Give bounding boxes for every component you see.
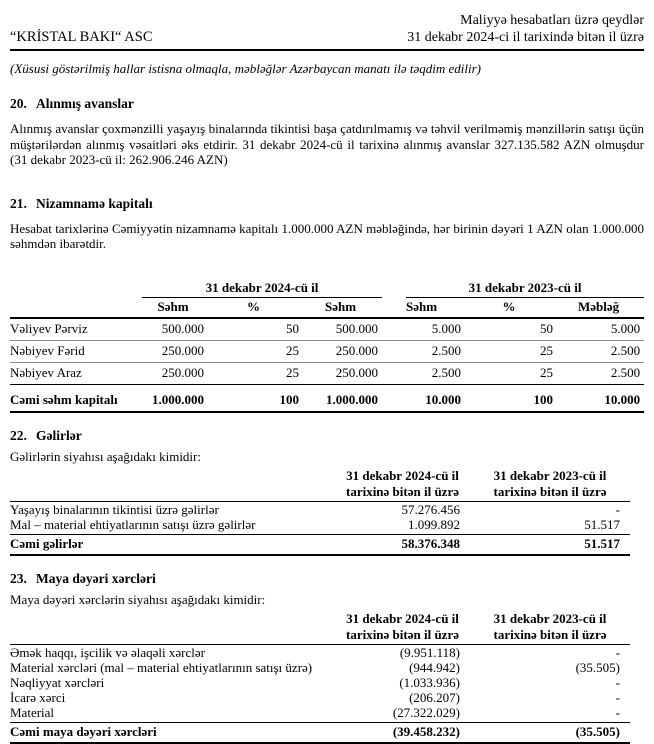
total-label: Cəmi gəlirlər <box>10 534 335 555</box>
column-header-2023 <box>470 468 630 502</box>
report-title: Maliyyə hesabatları üzrə qeydlər <box>460 13 644 28</box>
cell-value-2024: (27.322.029) <box>335 705 470 722</box>
cell-value: 25 <box>208 340 303 362</box>
share-capital-table <box>10 281 644 413</box>
cell-value-2024: (1.033.936) <box>399 674 460 690</box>
section-21-number: 21. <box>10 195 27 211</box>
column-header-2024 <box>335 611 470 645</box>
total-value: 100 <box>465 384 557 412</box>
total-label: Cəmi səhm kapitalı <box>10 384 142 412</box>
cell-value-2024: (9.951.118) <box>399 644 460 660</box>
column-header: Səhm <box>303 298 382 318</box>
cost-of-sales-table <box>10 611 630 744</box>
section-23-heading <box>10 571 644 587</box>
column-header-line: tarixinə bitən il üzrə <box>493 483 607 499</box>
cell-value: 2.500 <box>382 362 465 384</box>
section-20-title: Alınmış avanslar <box>36 96 134 111</box>
document-header <box>10 12 644 51</box>
empty-cell <box>10 298 142 318</box>
column-header: Səhm <box>382 298 465 318</box>
section-22-heading <box>10 428 644 444</box>
column-header-line: 31 dekabr 2024-cü il <box>346 468 459 483</box>
total-value-2023: (35.505) <box>470 722 630 743</box>
table-row <box>10 517 630 534</box>
cell-value: 2.500 <box>382 340 465 362</box>
total-row <box>10 384 644 412</box>
row-label: Yaşayış binalarının tikintisi üzrə gəlirlər <box>10 501 219 517</box>
section-20-number: 20. <box>10 96 27 111</box>
cell-value: 2.500 <box>557 340 644 362</box>
cell-value-2024: 57.276.456 <box>401 501 460 517</box>
cell-value-2023: (35.505) <box>575 659 620 675</box>
cell-value-2023: 51.517 <box>470 517 630 534</box>
currency-disclaimer: (Xüsusi göstərilmiş hallar istisna olmaqla, məbləğlər Azərbaycan manatı ilə təqdim edilir) <box>10 61 481 76</box>
cell-value-2023: - <box>615 674 620 690</box>
column-header-line: 31 dekabr 2024-cü il <box>346 611 459 626</box>
table-row <box>10 502 630 518</box>
total-value: 1.000.000 <box>303 384 382 412</box>
table-row <box>10 340 644 362</box>
column-header-line: tarixinə bitən il üzrə <box>345 483 459 499</box>
column-header-row <box>10 468 630 502</box>
section-21-title: Nizamnamə kapitalı <box>36 195 153 211</box>
empty-cell <box>10 468 335 502</box>
total-value-2023: 51.517 <box>470 534 630 555</box>
company-name: “KRİSTAL BAKI“ ASC <box>10 29 153 45</box>
column-header-2023 <box>470 611 630 645</box>
row-label: Nəbiyev Araz <box>10 362 142 384</box>
row-label: Əmək haqqı, işcilik və əlaqəli xərclər <box>10 644 205 660</box>
column-header-row <box>10 298 644 318</box>
section-23-intro: Maya dəyəri xərclərin siyahısı aşağıdakı kimidir: <box>10 591 266 607</box>
cell-value-2023: - <box>615 501 620 517</box>
group-header-2023-label: 31 dekabr 2023-cü il <box>406 281 644 298</box>
cell-value: 2.500 <box>557 362 644 384</box>
total-row <box>10 722 630 743</box>
row-label: Material <box>10 705 335 722</box>
total-value-2024: 58.376.348 <box>335 534 470 555</box>
cell-value-2024: (944.942) <box>409 659 460 675</box>
cell-value: 50 <box>465 318 557 341</box>
row-label: Material xərcləri (mal – material ehtiyatlarının satışı üzrə) <box>10 659 313 675</box>
row-label: Mal – material ehtiyatlarının satışı üzrə gəlirlər <box>10 517 335 534</box>
section-22-intro: Gəlirlərin siyahısı aşağıdakı kimidir: <box>10 448 201 464</box>
cell-value: 250.000 <box>303 340 382 362</box>
section-22-title: Gəlirlər <box>36 427 82 443</box>
section-21-heading <box>10 196 644 212</box>
cell-value-2023: - <box>615 644 620 660</box>
cell-value: 500.000 <box>303 318 382 341</box>
cell-value: 25 <box>465 362 557 384</box>
table-row <box>10 645 630 661</box>
cell-value: 5.000 <box>382 318 465 341</box>
table-row <box>10 690 630 705</box>
cell-value: 25 <box>208 362 303 384</box>
cell-value-2024: (206.207) <box>409 689 460 705</box>
cell-value-2023: - <box>615 689 620 705</box>
cell-value: 5.000 <box>557 318 644 341</box>
column-header-row <box>10 611 630 645</box>
section-20-body: Alınmış avanslar çoxmənzilli yaşayış binalarında tikintisi başa çatdırılmamış və təhvil verilməmiş mənzillərin satışı üçün müştərilərdən alınmış vəsaitləri əks etdirir. 31 dekabr 2024-cü il tarixinə alınmış avanslar 327.135.582 AZN olmuşdur (31 dekabr 2023-cü il: 262.906.246 AZN) <box>10 121 644 167</box>
column-header: Məbləğ <box>557 298 644 318</box>
cell-value: 500.000 <box>142 318 208 341</box>
total-label: Cəmi maya dəyəri xərcləri <box>10 722 335 743</box>
group-header-2024 <box>142 281 382 298</box>
row-label: Nəqliyyat xərcləri <box>10 674 105 690</box>
total-value: 1.000.000 <box>142 384 208 412</box>
column-header: Səhm <box>142 298 208 318</box>
group-header-2023 <box>382 281 644 298</box>
column-header-line: tarixinə bitən il üzrə <box>493 626 607 642</box>
table-row <box>10 660 630 675</box>
table-row <box>10 675 630 690</box>
column-header-line: tarixinə bitən il üzrə <box>345 626 459 642</box>
column-header: % <box>208 298 303 318</box>
revenues-table <box>10 468 630 556</box>
row-label: Nəbiyev Fərid <box>10 340 142 362</box>
report-title-block <box>407 12 644 46</box>
column-header: % <box>465 298 557 318</box>
table-row <box>10 362 644 384</box>
column-header-2024 <box>335 468 470 502</box>
group-header-row <box>10 281 644 298</box>
column-header-line: 31 dekabr 2023-cü il <box>493 468 607 483</box>
cell-value: 250.000 <box>142 340 208 362</box>
cell-value: 25 <box>465 340 557 362</box>
total-value: 10.000 <box>382 384 465 412</box>
cell-value: 50 <box>208 318 303 341</box>
total-value-2024: (39.458.232) <box>335 722 470 743</box>
empty-cell <box>10 281 142 298</box>
cell-value: 250.000 <box>303 362 382 384</box>
section-23-number: 23. <box>10 570 27 586</box>
total-value: 100 <box>208 384 303 412</box>
cell-value: 250.000 <box>142 362 208 384</box>
table-row <box>10 318 644 341</box>
row-label: Vəliyev Pərviz <box>10 318 142 341</box>
report-period: 31 dekabr 2024-ci il tarixində bitən il üzrə <box>407 30 644 45</box>
empty-cell <box>10 611 335 645</box>
column-header-line: 31 dekabr 2023-cü il <box>493 611 607 626</box>
row-label: İcarə xərci <box>10 689 66 705</box>
section-20-heading <box>10 96 644 112</box>
section-23-title: Maya dəyəri xərcləri <box>36 570 156 586</box>
cell-value-2023: - <box>470 705 630 722</box>
cell-value-2024: 1.099.892 <box>335 517 470 534</box>
group-header-2024-label: 31 dekabr 2024-cü il <box>142 281 382 298</box>
section-21-body: Hesabat tarixlərinə Cəmiyyətin nizamnamə kapitalı 1.000.000 AZN məbləğində, hər birinin dəyəri 1 AZN olan 1.000.000 səhmdən ibarətdir. <box>10 220 644 251</box>
total-row <box>10 534 630 555</box>
section-22-number: 22. <box>10 427 27 443</box>
table-row <box>10 705 630 722</box>
total-value: 10.000 <box>557 384 644 412</box>
